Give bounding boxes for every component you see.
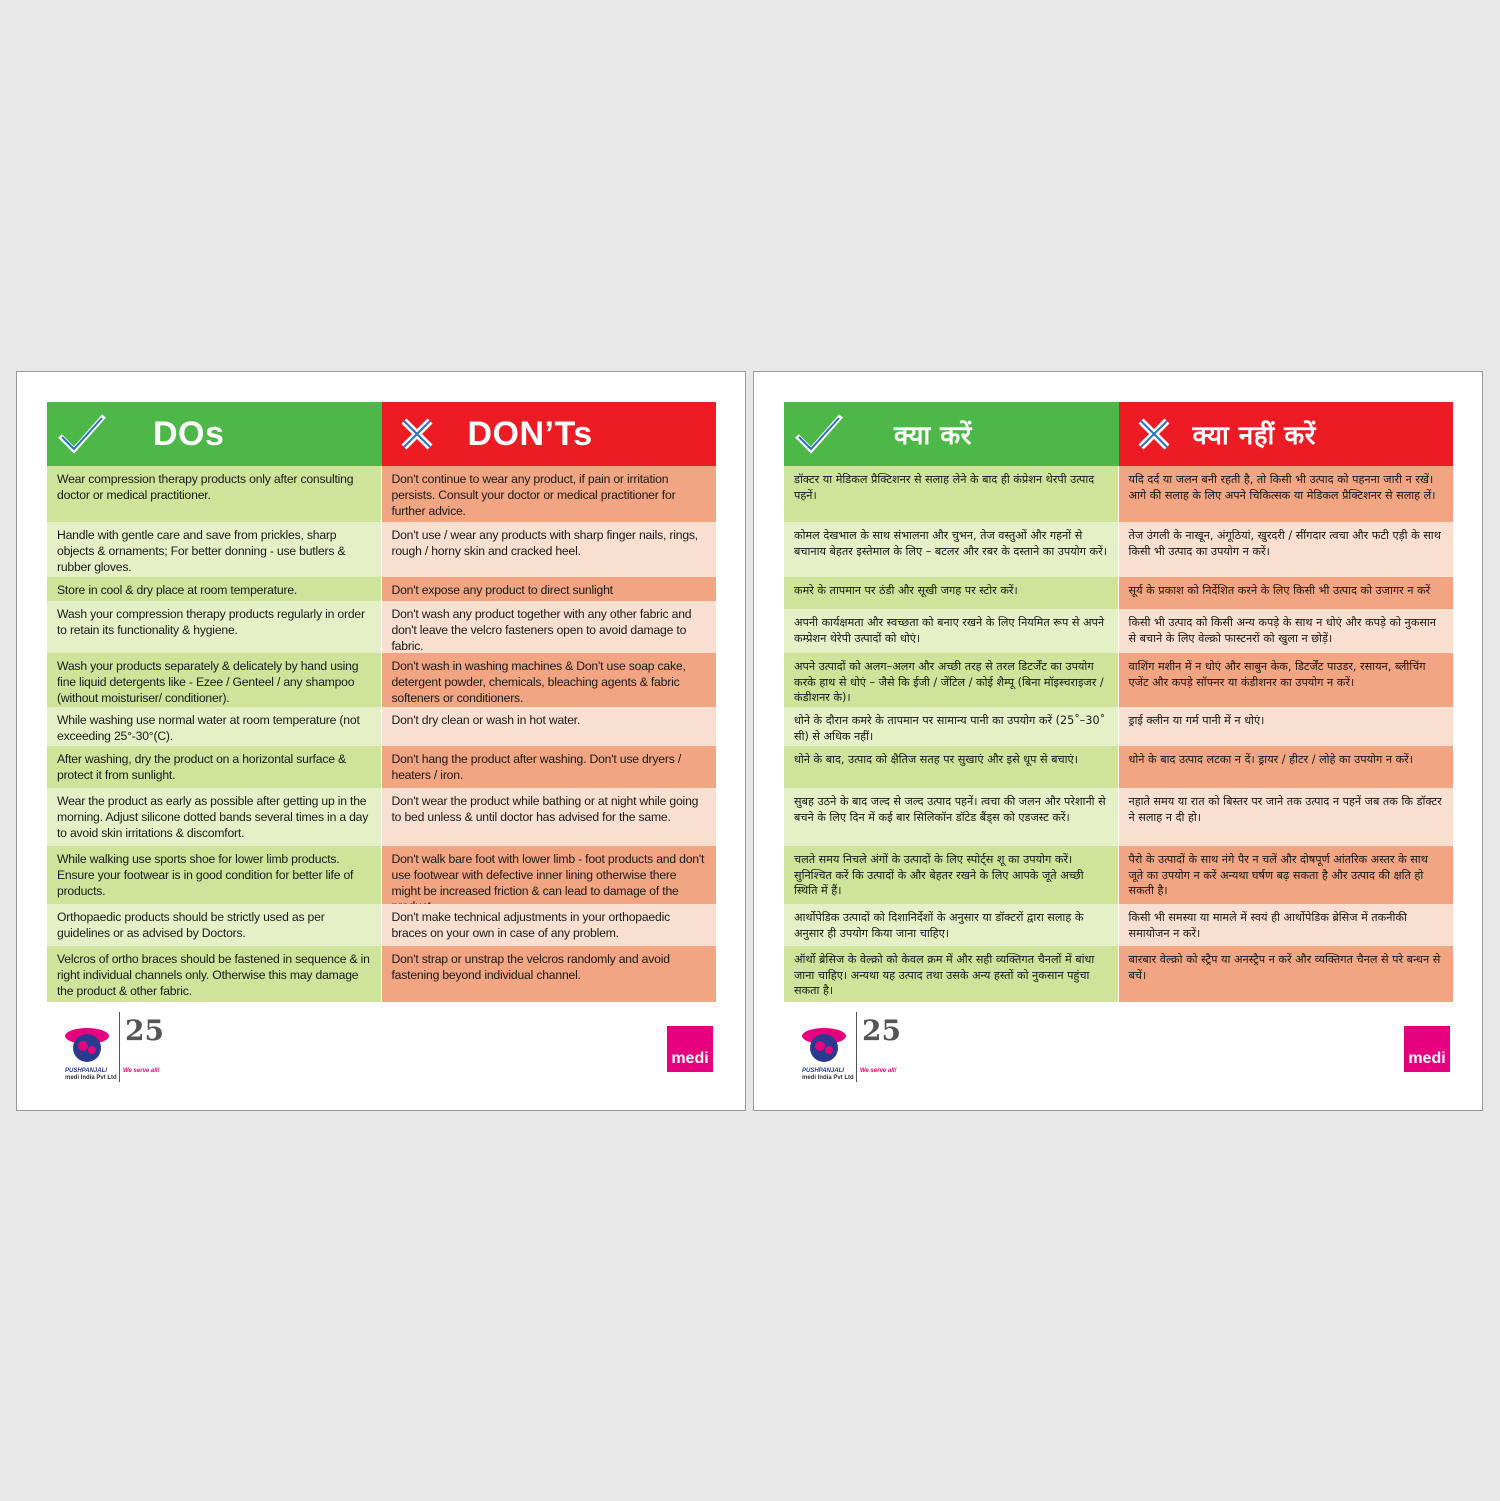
dont-cell: Don't hang the product after washing. Don't use dryers / heaters / iron.	[382, 746, 717, 788]
hindi-dos-title: क्या करें	[894, 421, 972, 451]
hindi-rows	[784, 466, 1453, 1002]
dont-cell: Don't wash in washing machines & Don't use soap cake, detergent powder, chemicals, bleaching agents & fabric softeners or conditioners.	[382, 653, 717, 707]
do-cell: सुबह उठने के बाद जल्द से जल्द उत्पाद पहनें। त्वचा की जलन और परेशानी से बचने के लिए दिन में कई बार सिलिकॉन डॉटेड बैंड्स को एडजस्ट करें।	[784, 788, 1119, 846]
table-row	[784, 946, 1453, 1002]
hindi-donts-title: क्या नहीं करें	[1192, 421, 1316, 451]
table-row	[47, 522, 716, 577]
medi-logo: medi	[1404, 1026, 1450, 1072]
table-row	[784, 522, 1453, 577]
medi-logo: medi	[667, 1026, 713, 1072]
do-cell: धोने के बाद, उत्पाद को क्षैतिज सतह पर सुखाएं और इसे धूप से बचाएं।	[784, 746, 1119, 788]
table-row	[47, 746, 716, 788]
table-row	[47, 846, 716, 904]
dont-cell: Don't use / wear any products with sharp finger nails, rings, rough / horny skin and cracked heel.	[382, 522, 717, 577]
do-cell: Wear the product as early as possible after getting up in the morning. Adjust silicone dotted bands several times in a day to avoid skin irritations & discomfort.	[47, 788, 382, 846]
do-cell: आर्थोपेडिक उत्पादों को दिशानिर्देशों के अनुसार या डॉक्टरों द्वारा सलाह के अनुसार ही उपयोग किया जाना चाहिए।	[784, 904, 1119, 946]
pushpanjali-logo	[796, 1012, 906, 1082]
hindi-table	[784, 402, 1453, 1002]
do-cell: कमरे के तापमान पर ठंडी और सूखी जगह पर स्टोर करें।	[784, 577, 1119, 609]
do-cell: Orthopaedic products should be strictly used as per guidelines or as advised by Doctors.	[47, 904, 382, 946]
anniversary-number: 25	[862, 1014, 901, 1047]
do-cell: चलते समय निचले अंगों के उत्पादों के लिए स्पोर्ट्स शू का उपयोग करें। सुनिश्चित करें कि उत्पादों के और बेहतर रखने के लिए आपके जूते अच्छी स्थिति में हैं।	[784, 846, 1119, 904]
hindi-dos-header	[784, 402, 1119, 466]
do-cell: डॉक्टर या मेडिकल प्रैक्टिशनर से सलाह लेने के बाद ही कंप्रेशन थेरपी उत्पाद पहनें।	[784, 466, 1119, 522]
table-row	[784, 577, 1453, 609]
dont-cell: Don't make technical adjustments in your orthopaedic braces on your own in case of any problem.	[382, 904, 717, 946]
pushpanjali-logo	[59, 1012, 169, 1082]
table-row	[784, 609, 1453, 653]
dont-cell: Don't continue to wear any product, if pain or irritation persists. Consult your doctor or medical practitioner for further advice.	[382, 466, 717, 522]
table-row	[47, 946, 716, 1002]
hindi-panel	[753, 371, 1483, 1111]
brand-sub: medi India Pvt Ltd	[802, 1075, 854, 1081]
do-cell: अपने उत्पादों को अलग–अलग और अच्छी तरह से तरल डिटर्जेंट का उपयोग करके हाथ से धोएं – जैसे कि ईजी / जेंटिल / कोई शैम्पू (बिना मॉइस्चराइजर / कंडीशनर के)।	[784, 653, 1119, 707]
english-panel	[16, 371, 746, 1111]
table-row	[47, 577, 716, 601]
donts-title: DON’Ts	[467, 414, 593, 453]
cross-icon	[1119, 416, 1189, 452]
do-cell: ऑर्थो ब्रेसिज के वेल्क्रो को केवल क्रम में और सही व्यक्तिगत चैनलों में बांधा जाना चाहिए। अन्यथा यह उत्पाद तथा उसके अन्य हस्तों को नुकसान पहुंचा सकता है।	[784, 946, 1119, 1002]
donts-header	[382, 402, 717, 466]
english-header	[47, 402, 716, 466]
dont-cell: वाशिंग मशीन में न धोएं और साबुन केक, डिटर्जेंट पाउडर, रसायन, ब्लीचिंग एजेंट और कपड़े सॉफ्नर या कंडीशनर का उपयोग न करें।	[1119, 653, 1454, 707]
dos-title: DOs	[153, 414, 225, 453]
dont-cell: पैरो के उत्पादों के साथ नंगे पैर न चलें और दोषपूर्ण आंतरिक अस्तर के साथ जूते का उपयोग न करें अन्यथा घर्षण बढ़ सकता है और उत्पाद की क्षति हो सकती है।	[1119, 846, 1454, 904]
dont-cell: Don't wash any product together with any other fabric and don't leave the velcro fasteners open to avoid damage to fabric.	[382, 601, 717, 653]
dont-cell: नहाते समय या रात को बिस्तर पर जाने तक उत्पाद न पहनें जब तक कि डॉक्टर ने सलाह न दी हो।	[1119, 788, 1454, 846]
do-cell: कोमल देखभाल के साथ संभालना और चुभन, तेज वस्तुओं और गहनों से बचानाय बेहतर इस्तेमाल के लिए – बटलर और रबर के दस्ताने का उपयोग करें।	[784, 522, 1119, 577]
dont-cell: Don't expose any product to direct sunlight	[382, 577, 717, 601]
do-cell: धोने के दौरान कमरे के तापमान पर सामान्य पानी का उपयोग करें (25˚–30˚ सी) से अधिक नहीं।	[784, 707, 1119, 746]
do-cell: After washing, dry the product on a horizontal surface & protect it from sunlight.	[47, 746, 382, 788]
do-cell: While walking use sports shoe for lower limb products. Ensure your footwear is in good condition for better life of products.	[47, 846, 382, 904]
brand-sub: medi India Pvt Ltd	[65, 1075, 117, 1081]
dont-cell: ड्राई क्लीन या गर्म पानी में न धोएं।	[1119, 707, 1454, 746]
table-row	[47, 788, 716, 846]
english-rows	[47, 466, 716, 1002]
tagline: We serve all!	[860, 1068, 897, 1074]
checkmark-icon	[784, 412, 854, 456]
table-row	[47, 653, 716, 707]
brand-name: PUSHPANJALI	[802, 1068, 844, 1074]
do-cell: अपनी कार्यक्षमता और स्वच्छता को बनाए रखने के लिए नियमित रूप से अपने कम्प्रेशन थेरेपी उत्पादों को धोएं।	[784, 609, 1119, 653]
dont-cell: Don't dry clean or wash in hot water.	[382, 707, 717, 746]
dont-cell: सूर्य के प्रकाश को निर्देशित करने के लिए किसी भी उत्पाद को उजागर न करें	[1119, 577, 1454, 609]
do-cell: Store in cool & dry place at room temperature.	[47, 577, 382, 601]
cross-icon	[382, 416, 452, 452]
dont-cell: बारबार वेल्क्रो को स्ट्रैप या अनस्ट्रैप न करें और व्यक्तिगत चैनल से परे बन्धन से बचें।	[1119, 946, 1454, 1002]
english-table	[47, 402, 716, 1002]
table-row	[784, 846, 1453, 904]
dont-cell: Don't wear the product while bathing or at night while going to bed unless & until doctor has advised for the same.	[382, 788, 717, 846]
hindi-donts-header	[1119, 402, 1454, 466]
table-row	[784, 788, 1453, 846]
table-row	[784, 746, 1453, 788]
table-row	[47, 707, 716, 746]
brand-name: PUSHPANJALI	[65, 1068, 107, 1074]
dont-cell: तेज उंगली के नाखून, अंगूठियां, खुरदरी / सींगदार त्वचा और फटी एड़ी के साथ किसी भी उत्पाद का उपयोग न करें।	[1119, 522, 1454, 577]
dont-cell: किसी भी उत्पाद को किसी अन्य कपड़े के साथ न धोएं और कपड़े को नुकसान से बचाने के लिए वेल्क्रो फास्टनरों को खुला न छोड़ें।	[1119, 609, 1454, 653]
dont-cell: धोने के बाद उत्पाद लटका न दें। ड्रायर / हीटर / लोहे का उपयोग न करें।	[1119, 746, 1454, 788]
table-row	[47, 601, 716, 653]
table-row	[784, 707, 1453, 746]
dont-cell: Don't walk bare foot with lower limb - foot products and don't use footwear with defective inner lining otherwise there might be increased friction & can lead to damage of the	[382, 846, 717, 904]
dont-cell: किसी भी समस्या या मामले में स्वयं ही आर्थोपेडिक ब्रेसिज में तकनीकी समायोजन न करें।	[1119, 904, 1454, 946]
logo-divider	[119, 1012, 120, 1082]
anniversary-number: 25	[125, 1014, 164, 1047]
do-cell: Handle with gentle care and save from prickles, sharp objects & ornaments; For better donning - use butlers & rubber gloves.	[47, 522, 382, 577]
table-row	[784, 466, 1453, 522]
do-cell: While washing use normal water at room temperature (not exceeding 25°-30°(C).	[47, 707, 382, 746]
table-row	[784, 904, 1453, 946]
do-cell: Wash your products separately & delicately by hand using fine liquid detergents like - Ezee / Genteel / any shampoo (without moisturiser/ conditioner).	[47, 653, 382, 707]
tagline: We serve all!	[123, 1068, 160, 1074]
logo-divider	[856, 1012, 857, 1082]
table-row	[784, 653, 1453, 707]
do-cell: Wear compression therapy products only after consulting doctor or medical practitioner.	[47, 466, 382, 522]
do-cell: Wash your compression therapy products regularly in order to retain its functionality & hygiene.	[47, 601, 382, 653]
do-cell: Velcros of ortho braces should be fastened in sequence & in right individual channels only. Otherwise this may damage the product & other fabric.	[47, 946, 382, 1002]
table-row	[47, 904, 716, 946]
table-row	[47, 466, 716, 522]
hindi-header	[784, 402, 1453, 466]
dont-cell: यदि दर्द या जलन बनी रहती है, तो किसी भी उत्पाद को पहनना जारी न रखें। आगे की सलाह के लिए अपने चिकित्सक या मेडिकल प्रैक्टिशनर से सलाह लें।	[1119, 466, 1454, 522]
checkmark-icon	[47, 412, 117, 456]
dos-header	[47, 402, 382, 466]
dont-cell: Don't strap or unstrap the velcros randomly and avoid fastening beyond individual channel.	[382, 946, 717, 1002]
